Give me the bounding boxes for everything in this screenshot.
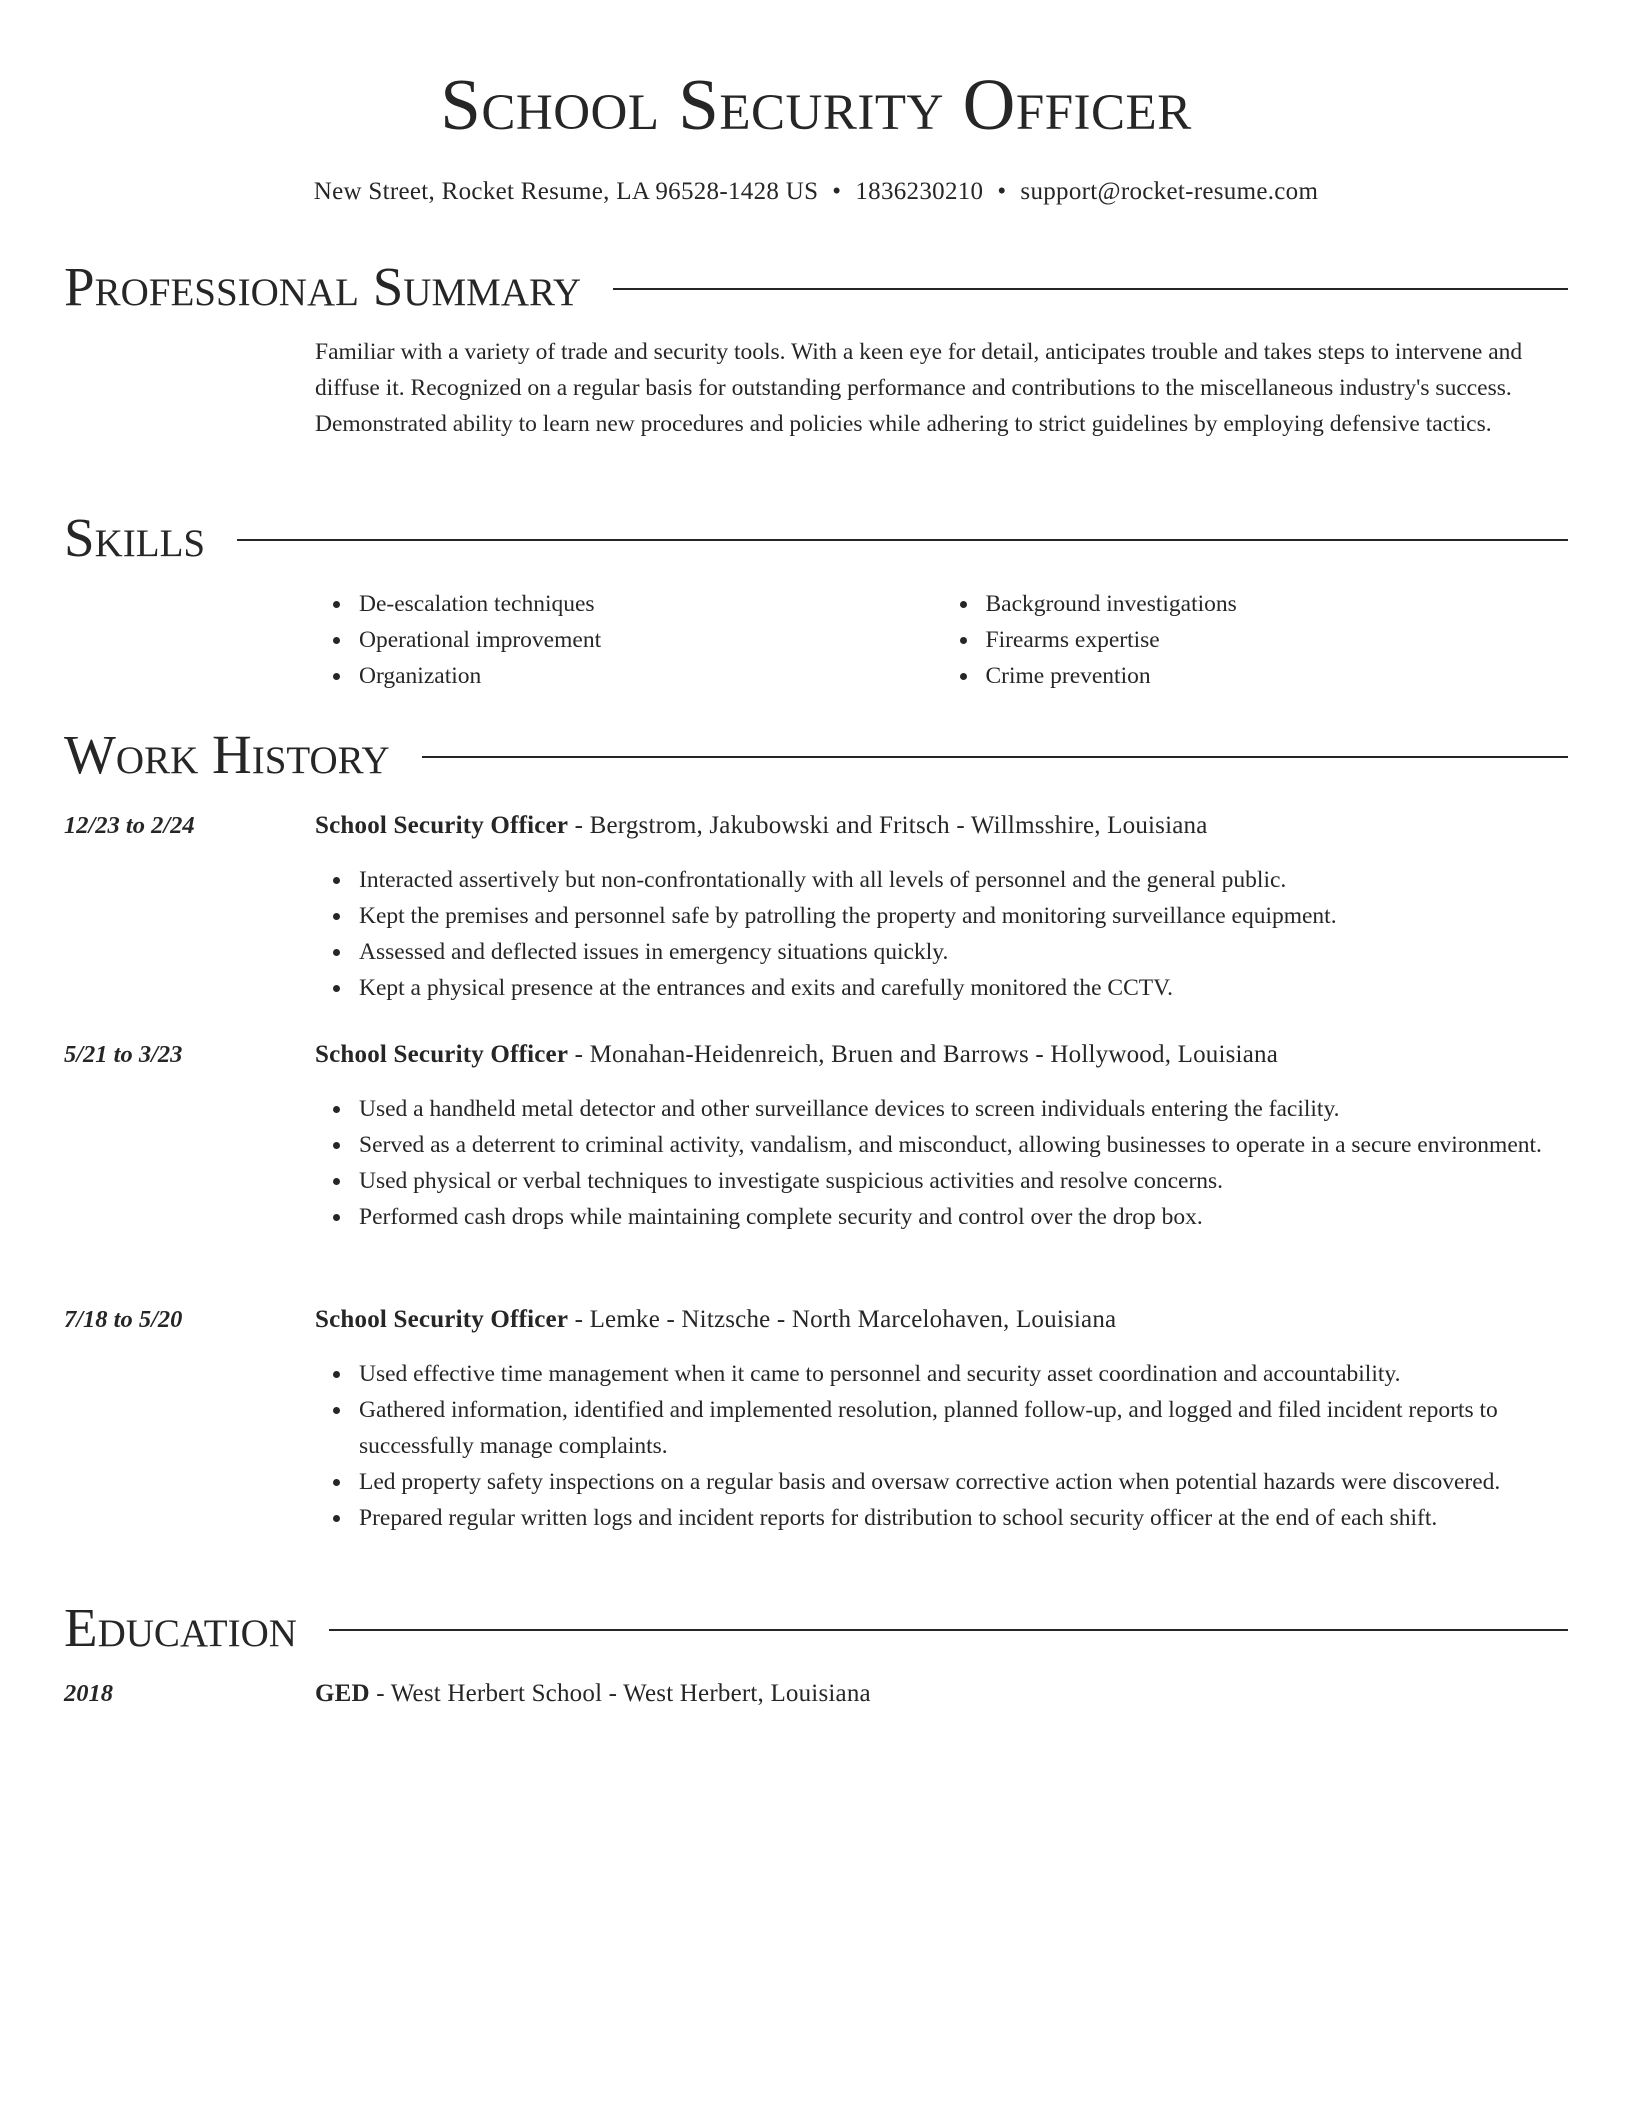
job-title-line bbox=[315, 1302, 1568, 1338]
skills-grid bbox=[315, 586, 1568, 694]
skills-heading: Skills bbox=[64, 507, 206, 568]
job-bullets bbox=[315, 1091, 1568, 1235]
section-divider bbox=[422, 756, 1568, 758]
job-bullet: Led property safety inspections on a regular basis and oversaw corrective action when potential hazards were discovered. bbox=[359, 1464, 1568, 1500]
summary-body bbox=[315, 334, 1568, 442]
work-heading: Work History bbox=[64, 724, 390, 785]
job-bullet-list bbox=[315, 1091, 1568, 1235]
education-date: 2018 bbox=[64, 1680, 113, 1707]
job-employer: - Bergstrom, Jakubowski and Fritsch - Willmsshire, Louisiana bbox=[568, 812, 1208, 839]
summary-heading: Professional Summary bbox=[64, 256, 582, 317]
job-bullet: Used effective time management when it came to personnel and security asset coordination and accountability. bbox=[359, 1356, 1568, 1392]
summary-text: Familiar with a variety of trade and security tools. With a keen eye for detail, anticipates trouble and takes steps to intervene and diffuse it. Recognized on a regular basis for outstanding performance and contributions to the miscellaneous industry's success. Demonstrated ability to learn new procedures and policies while adhering to strict guidelines by employing defensive tactics. bbox=[315, 339, 1523, 437]
contact-address: New Street, Rocket Resume, LA 96528-1428 US bbox=[313, 178, 819, 205]
work-section-header bbox=[64, 722, 1568, 788]
skill-item: Organization bbox=[359, 658, 942, 694]
contact-line bbox=[64, 174, 1568, 210]
job-date: 12/23 to 2/24 bbox=[64, 812, 195, 839]
job-date: 5/21 to 3/23 bbox=[64, 1041, 183, 1068]
section-divider bbox=[613, 288, 1568, 290]
education-section-header bbox=[64, 1595, 1568, 1661]
job-title: School Security Officer bbox=[315, 1041, 569, 1068]
education-school: - West Herbert School - West Herbert, Louisiana bbox=[369, 1680, 871, 1707]
education-degree: GED bbox=[315, 1680, 370, 1707]
job-bullets bbox=[315, 862, 1568, 1006]
job-title: School Security Officer bbox=[315, 812, 569, 839]
job-bullet-list bbox=[315, 862, 1568, 1006]
skill-item: Background investigations bbox=[986, 586, 1569, 622]
skills-section-header bbox=[64, 505, 1568, 571]
contact-separator: • bbox=[832, 178, 842, 205]
candidate-name: School Security Officer bbox=[440, 64, 1192, 145]
job-bullet: Assessed and deflected issues in emergency situations quickly. bbox=[359, 934, 1568, 970]
section-divider bbox=[237, 539, 1568, 541]
job-bullet: Interacted assertively but non-confrontationally with all levels of personnel and the general public. bbox=[359, 862, 1568, 898]
skills-column-left bbox=[315, 586, 942, 694]
job-bullet: Used physical or verbal techniques to investigate suspicious activities and resolve concerns. bbox=[359, 1163, 1568, 1199]
contact-email: support@rocket-resume.com bbox=[1020, 178, 1319, 205]
summary-section-header bbox=[64, 254, 1568, 320]
skills-body bbox=[315, 586, 1568, 694]
job-employer: - Monahan-Heidenreich, Bruen and Barrows - Hollywood, Louisiana bbox=[568, 1041, 1278, 1068]
job-bullet: Used a handheld metal detector and other surveillance devices to screen individuals entering the facility. bbox=[359, 1091, 1568, 1127]
job-employer: - Lemke - Nitzsche - North Marcelohaven, Louisiana bbox=[568, 1306, 1117, 1333]
job-bullet-list bbox=[315, 1356, 1568, 1536]
skills-column-right bbox=[942, 586, 1569, 694]
skill-item: Crime prevention bbox=[986, 658, 1569, 694]
skill-item: De-escalation techniques bbox=[359, 586, 942, 622]
job-bullets bbox=[315, 1356, 1568, 1536]
job-date: 7/18 to 5/20 bbox=[64, 1306, 183, 1333]
job-title-line bbox=[315, 808, 1568, 844]
section-divider bbox=[329, 1629, 1568, 1631]
contact-phone: 1836230210 bbox=[855, 178, 984, 205]
education-heading: Education bbox=[64, 1597, 297, 1658]
education-line bbox=[315, 1676, 1568, 1712]
job-bullet: Performed cash drops while maintaining complete security and control over the drop box. bbox=[359, 1199, 1568, 1235]
skill-item: Operational improvement bbox=[359, 622, 942, 658]
job-bullet: Gathered information, identified and implemented resolution, planned follow-up, and logged and filed incident reports to successfully manage complaints. bbox=[359, 1392, 1568, 1464]
skill-item: Firearms expertise bbox=[986, 622, 1569, 658]
job-bullet: Served as a deterrent to criminal activity, vandalism, and misconduct, allowing businesses to operate in a secure environment. bbox=[359, 1127, 1568, 1163]
job-title: School Security Officer bbox=[315, 1306, 569, 1333]
job-bullet: Kept the premises and personnel safe by patrolling the property and monitoring surveillance equipment. bbox=[359, 898, 1568, 934]
job-bullet: Prepared regular written logs and incident reports for distribution to school security officer at the end of each shift. bbox=[359, 1500, 1568, 1536]
contact-separator: • bbox=[997, 178, 1007, 205]
job-bullet: Kept a physical presence at the entrances and exits and carefully monitored the CCTV. bbox=[359, 970, 1568, 1006]
job-title-line bbox=[315, 1037, 1568, 1073]
